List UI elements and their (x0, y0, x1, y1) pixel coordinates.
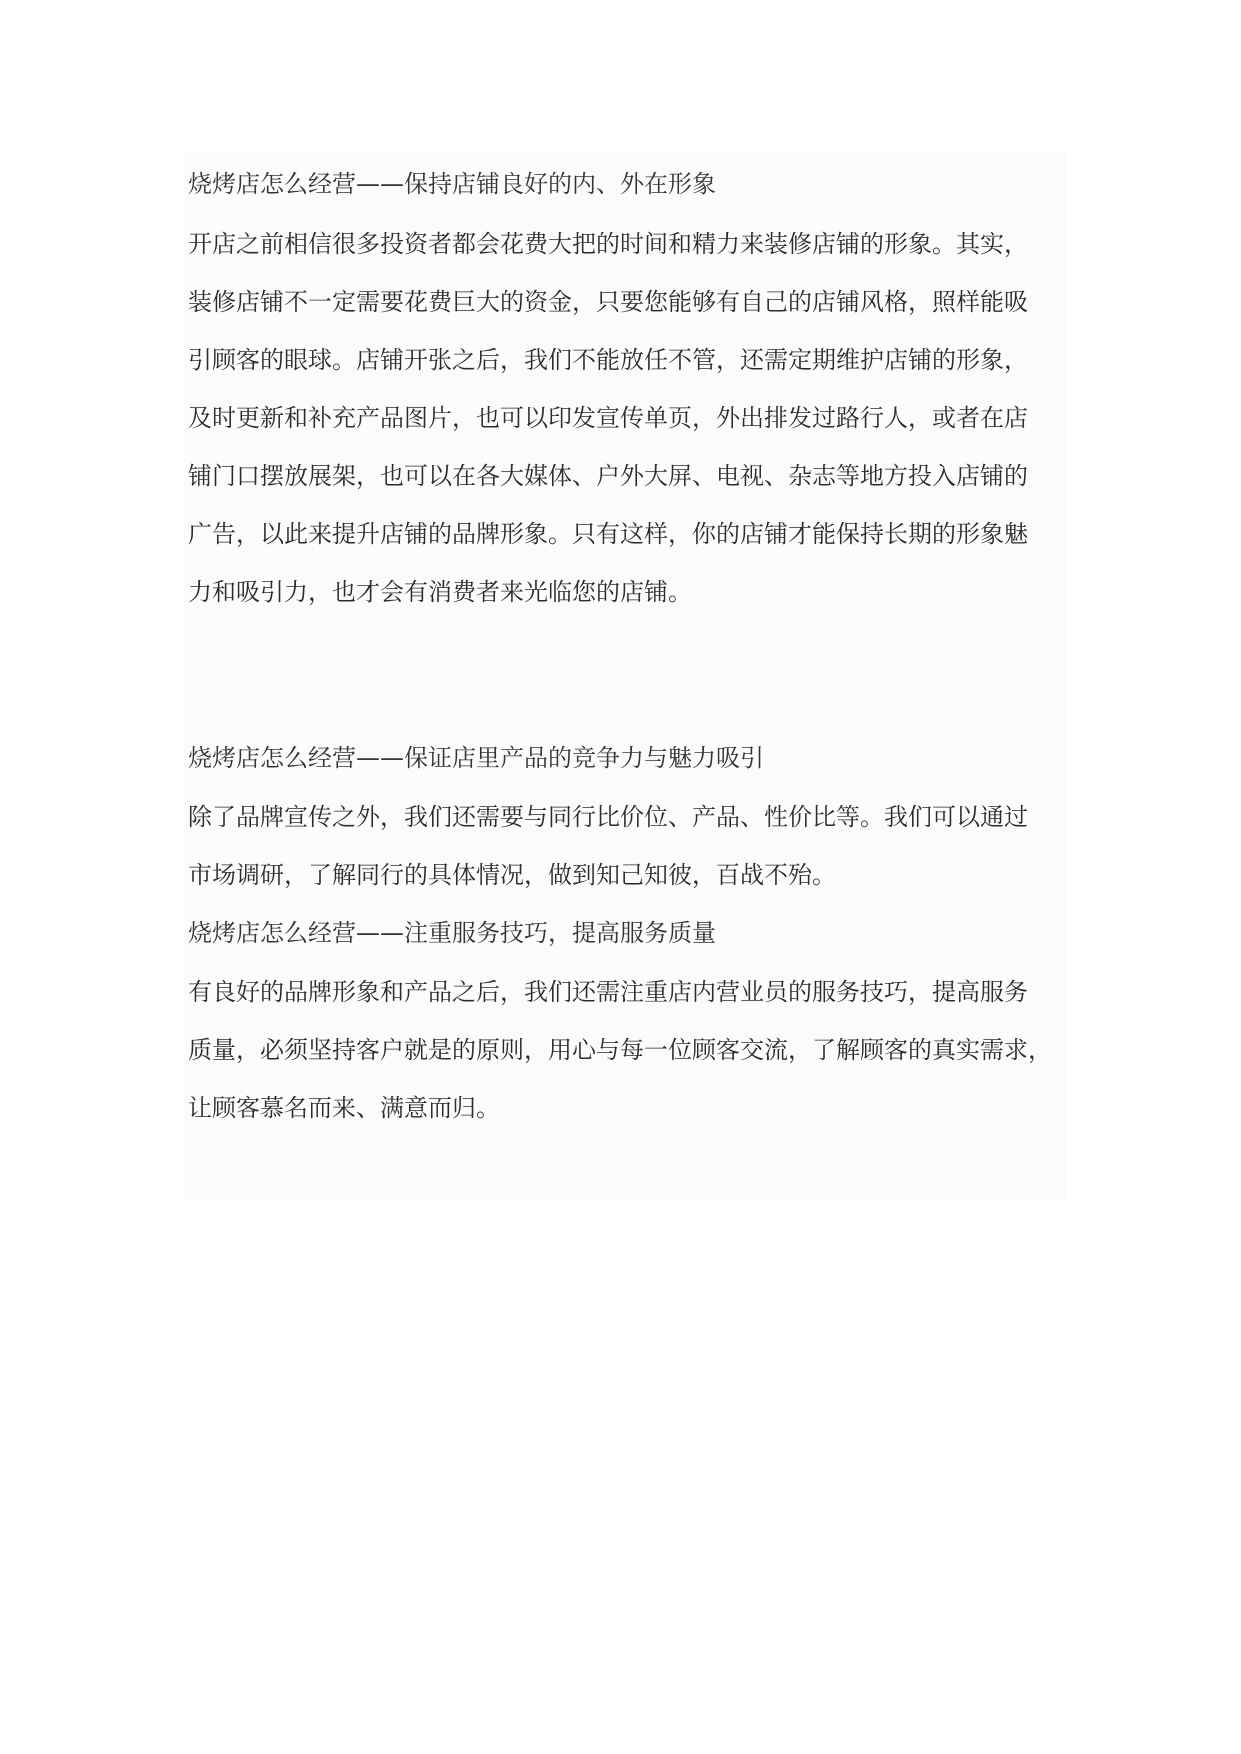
paragraph-line: 除了品牌宣传之外，我们还需要与同行比价位、产品、性价比等。我们可以通过 (188, 803, 1028, 831)
article-body (184, 152, 1066, 1200)
paragraph-line: 力和吸引力，也才会有消费者来光临您的店铺。 (188, 578, 692, 606)
paragraph-line: 质量，必须坚持客户就是的原则，用心与每一位顾客交流，了解顾客的真实需求， (188, 1036, 1052, 1064)
paragraph-line: 引顾客的眼球。店铺开张之后，我们不能放任不管，还需定期维护店铺的形象， (188, 346, 1028, 374)
paragraph-line: 及时更新和补充产品图片，也可以印发宣传单页，外出排发过路行人，或者在店 (188, 404, 1028, 432)
paragraph-line: 市场调研，了解同行的具体情况，做到知己知彼，百战不殆。 (188, 861, 836, 889)
paragraph-line: 让顾客慕名而来、满意而归。 (188, 1094, 500, 1122)
paragraph-line: 有良好的品牌形象和产品之后，我们还需注重店内营业员的服务技巧，提高服务 (188, 978, 1028, 1006)
paragraph-line: 开店之前相信很多投资者都会花费大把的时间和精力来装修店铺的形象。其实， (188, 230, 1028, 258)
paragraph-line: 装修店铺不一定需要花费巨大的资金，只要您能够有自己的店铺风格，照样能吸 (188, 288, 1028, 316)
paragraph-line: 铺门口摆放展架，也可以在各大媒体、户外大屏、电视、杂志等地方投入店铺的 (188, 462, 1028, 490)
section-heading: 烧烤店怎么经营——保证店里产品的竞争力与魅力吸引 (188, 744, 764, 772)
paragraph-line: 广告，以此来提升店铺的品牌形象。只有这样，你的店铺才能保持长期的形象魅 (188, 520, 1028, 548)
section-heading: 烧烤店怎么经营——注重服务技巧，提高服务质量 (188, 919, 716, 947)
section-heading: 烧烤店怎么经营——保持店铺良好的内、外在形象 (188, 170, 716, 198)
